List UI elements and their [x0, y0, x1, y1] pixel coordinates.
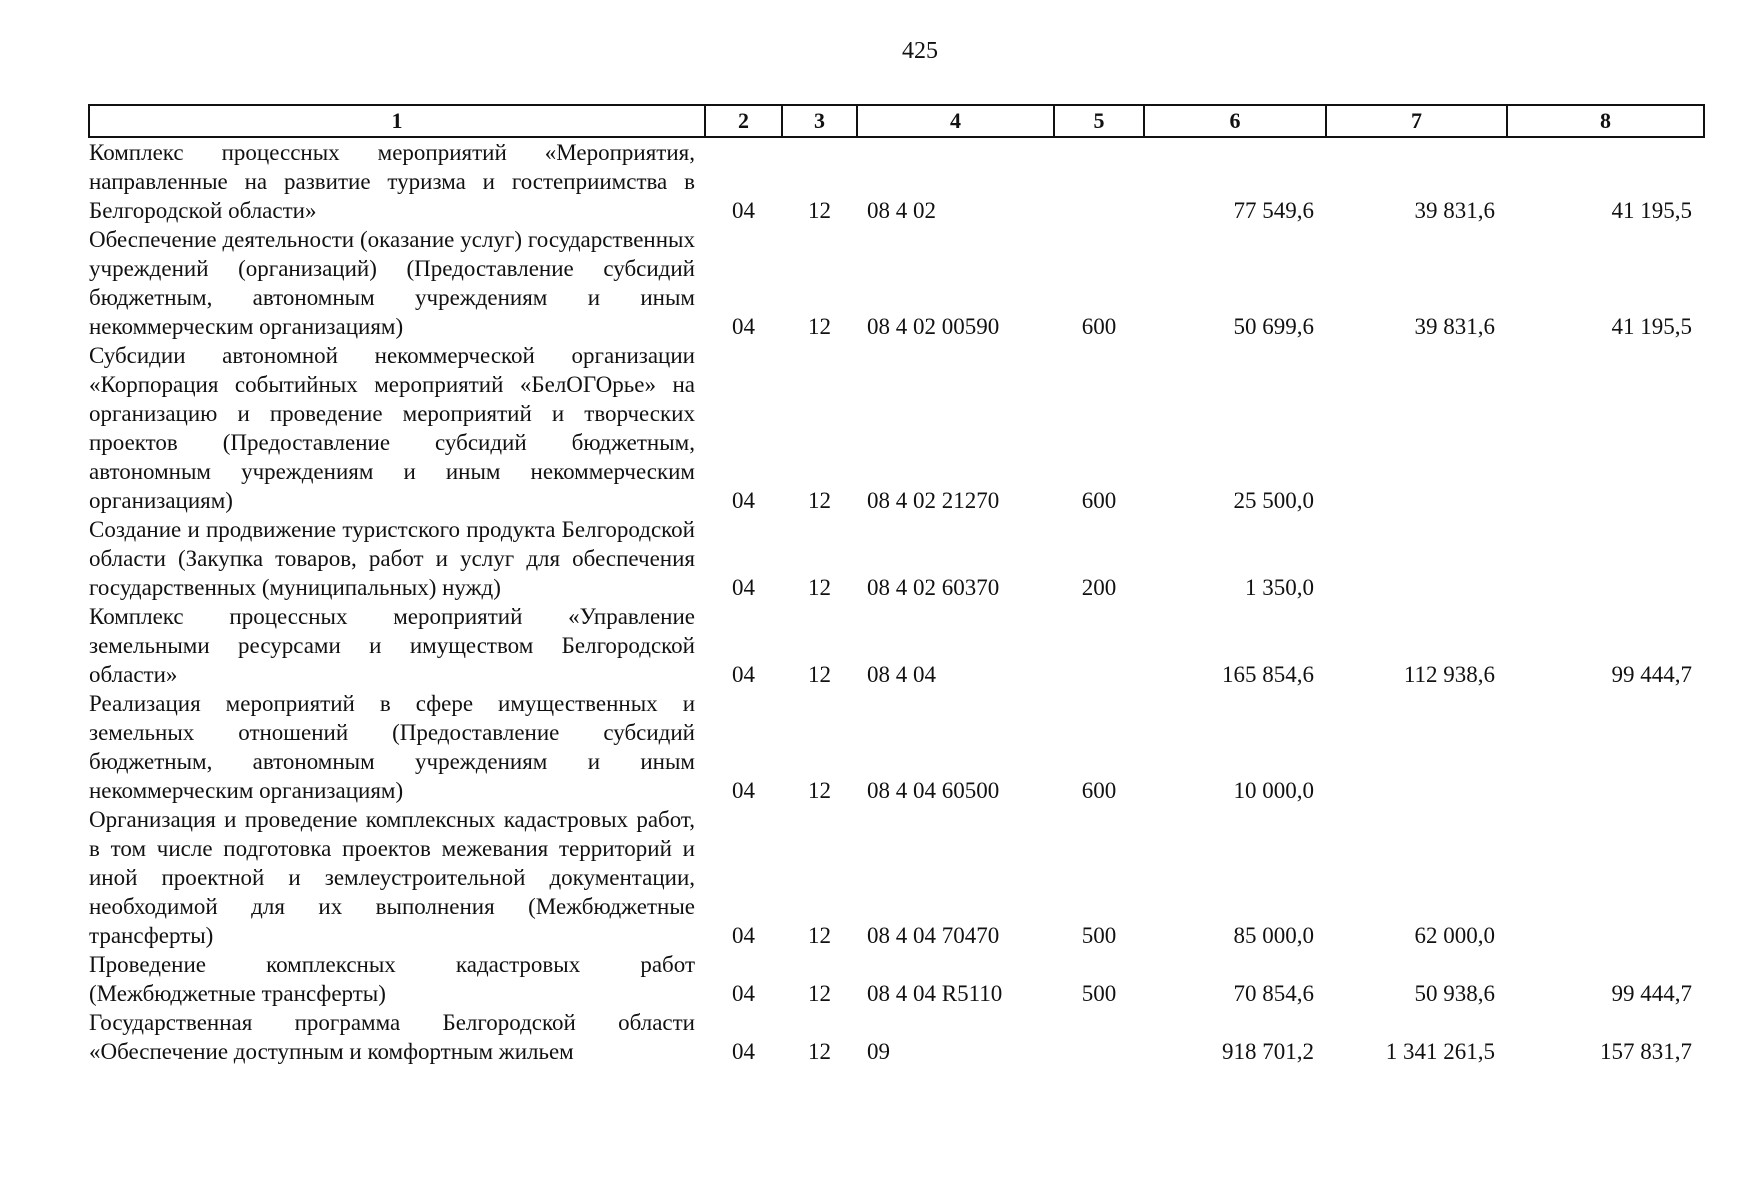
row-amount-col6: 1 350,0 — [1245, 575, 1314, 600]
page-number: 425 — [902, 38, 938, 64]
row-section: 04 — [732, 198, 755, 223]
row-subsection: 12 — [808, 778, 831, 803]
row-amount-col6: 85 000,0 — [1233, 923, 1314, 948]
row-amount-col7: 39 831,6 — [1414, 198, 1495, 223]
row-amount-col8: 41 195,5 — [1611, 198, 1692, 223]
row-name: Создание и продвижение туристского продукта Белгородской области (Закупка товаров, работ и услуг для обеспечения государственных (муниципальных) нужд) — [89, 517, 695, 600]
row-amount-col7 — [1326, 689, 1507, 805]
row-subsection: 12 — [808, 981, 831, 1006]
row-amount-col7: 112 938,6 — [1403, 662, 1495, 687]
row-amount-col8: 157 831,7 — [1600, 1039, 1692, 1064]
row-expense-type: 500 — [1081, 923, 1117, 948]
row-subsection: 12 — [808, 662, 831, 687]
row-name: Комплекс процессных мероприятий «Управление земельными ресурсами и имуществом Белгородской области» — [89, 604, 695, 687]
row-target-code: 08 4 02 00590 — [867, 314, 1000, 339]
row-amount-col7: 62 000,0 — [1414, 923, 1495, 948]
row-target-code: 08 4 04 60500 — [867, 778, 1000, 803]
row-expense-type: 600 — [1081, 778, 1117, 803]
row-section: 04 — [732, 314, 755, 339]
column-header-1: 1 — [89, 105, 705, 137]
table-row — [89, 137, 1704, 225]
table-row — [89, 689, 1704, 805]
row-amount-col8 — [1507, 341, 1704, 515]
column-header-8: 8 — [1507, 105, 1704, 137]
row-amount-col8: 99 444,7 — [1611, 662, 1692, 687]
row-expense-type: 200 — [1081, 575, 1117, 600]
column-header-7: 7 — [1326, 105, 1507, 137]
table-row — [89, 950, 1704, 1008]
row-amount-col7 — [1326, 341, 1507, 515]
column-header-2: 2 — [705, 105, 782, 137]
row-amount-col8: 99 444,7 — [1611, 981, 1692, 1006]
row-amount-col7: 1 341 261,5 — [1385, 1039, 1495, 1064]
row-amount-col6: 10 000,0 — [1233, 778, 1314, 803]
table-row — [89, 805, 1704, 950]
budget-table — [88, 104, 1705, 1066]
row-amount-col6: 77 549,6 — [1233, 198, 1314, 223]
row-target-code: 08 4 04 — [867, 662, 936, 687]
row-amount-col7: 50 938,6 — [1414, 981, 1495, 1006]
row-amount-col6: 918 701,2 — [1222, 1039, 1314, 1064]
row-target-code: 08 4 04 70470 — [867, 923, 1000, 948]
table-row — [89, 341, 1704, 515]
table-header-row — [89, 105, 1704, 137]
row-subsection: 12 — [808, 198, 831, 223]
table-row — [89, 1008, 1704, 1066]
row-subsection: 12 — [808, 314, 831, 339]
row-section: 04 — [732, 1039, 755, 1064]
row-section: 04 — [732, 575, 755, 600]
row-amount-col7 — [1326, 515, 1507, 602]
row-target-code: 08 4 02 21270 — [867, 488, 1000, 513]
row-subsection: 12 — [808, 488, 831, 513]
row-name: Проведение комплексных кадастровых работ (Межбюджетные трансферты) — [89, 952, 695, 1006]
row-section: 04 — [732, 662, 755, 687]
row-expense-type — [1054, 137, 1144, 225]
row-section: 04 — [732, 981, 755, 1006]
column-header-3: 3 — [782, 105, 857, 137]
row-name: Субсидии автономной некоммерческой организации «Корпорация событийных мероприятий «БелОГОрье» на организацию и проведение мероприятий и творческих проектов (Предоставление субсидий бюджетным, автономным учреждениям и иным некоммерческим организациям) — [89, 343, 695, 513]
row-amount-col8: 41 195,5 — [1611, 314, 1692, 339]
row-target-code: 09 — [867, 1039, 890, 1064]
row-amount-col8 — [1507, 515, 1704, 602]
row-amount-col8 — [1507, 805, 1704, 950]
row-amount-col6: 165 854,6 — [1222, 662, 1314, 687]
row-expense-type — [1054, 602, 1144, 689]
row-section: 04 — [732, 488, 755, 513]
row-expense-type: 600 — [1081, 314, 1117, 339]
row-target-code: 08 4 02 — [867, 198, 936, 223]
table-row — [89, 515, 1704, 602]
row-name: Комплекс процессных мероприятий «Мероприятия, направленные на развитие туризма и гостеприимства в Белгородской области» — [89, 140, 695, 223]
row-expense-type — [1054, 1008, 1144, 1066]
column-header-5: 5 — [1054, 105, 1144, 137]
row-name: Реализация мероприятий в сфере имущественных и земельных отношений (Предоставление субсидий бюджетным, автономным учреждениям и иным некоммерческим организациям) — [89, 691, 695, 803]
row-expense-type: 500 — [1081, 981, 1117, 1006]
row-section: 04 — [732, 778, 755, 803]
row-name: Организация и проведение комплексных кадастровых работ, в том числе подготовка проектов межевания территорий и иной проектной и землеустроительной документации, необходимой для их выполнения (Межбюджетные трансферты) — [89, 807, 695, 948]
row-target-code: 08 4 02 60370 — [867, 575, 1000, 600]
row-target-code: 08 4 04 R5110 — [867, 981, 1003, 1006]
column-header-4: 4 — [857, 105, 1054, 137]
row-amount-col8 — [1507, 689, 1704, 805]
row-name: Государственная программа Белгородской области «Обеспечение доступным и комфортным жильем — [89, 1010, 695, 1064]
row-subsection: 12 — [808, 923, 831, 948]
row-expense-type: 600 — [1081, 488, 1117, 513]
row-amount-col6: 25 500,0 — [1233, 488, 1314, 513]
column-header-6: 6 — [1144, 105, 1326, 137]
table-row — [89, 602, 1704, 689]
row-subsection: 12 — [808, 575, 831, 600]
row-subsection: 12 — [808, 1039, 831, 1064]
row-amount-col7: 39 831,6 — [1414, 314, 1495, 339]
table-row — [89, 225, 1704, 341]
row-amount-col6: 70 854,6 — [1233, 981, 1314, 1006]
row-amount-col6: 50 699,6 — [1233, 314, 1314, 339]
row-section: 04 — [732, 923, 755, 948]
row-name: Обеспечение деятельности (оказание услуг) государственных учреждений (организаций) (Предоставление субсидий бюджетным, автономным учреждениям и иным некоммерческим организациям) — [89, 227, 695, 339]
